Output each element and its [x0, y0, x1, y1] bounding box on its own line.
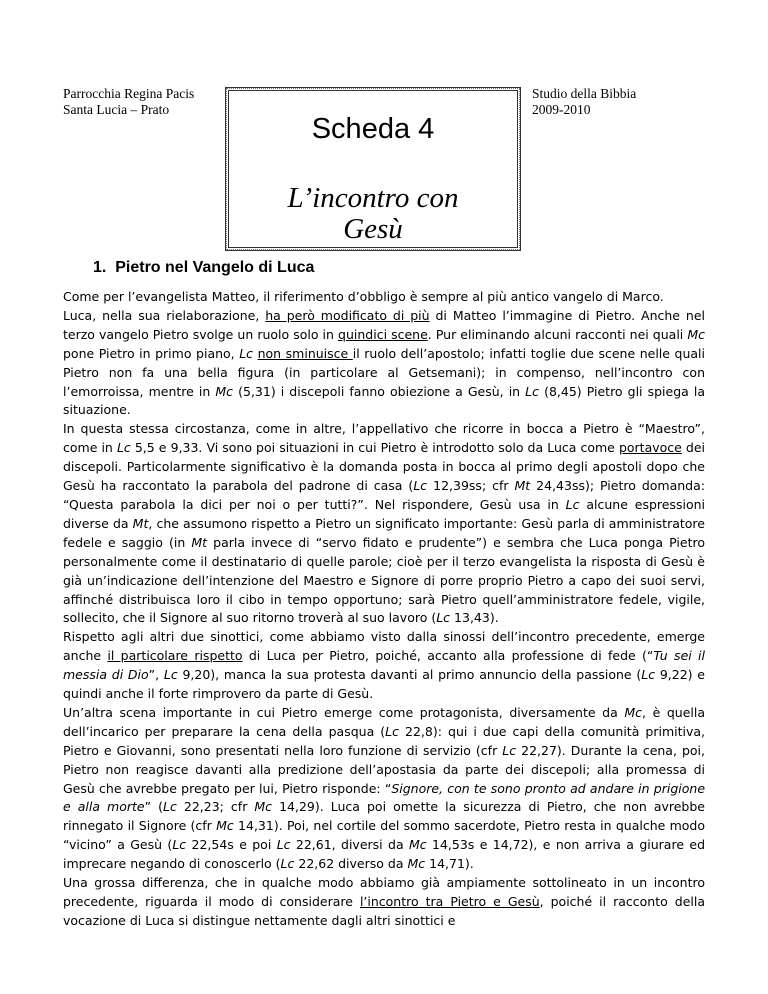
paragraph-5: Un’altra scena importante in cui Pietro emerge come protagonista, diversamente da Mc, è quella dell’incarico per preparare la cena della pasqua (Lc 22,8): qui i due capi della comunità primitiva, Pietro e Giovanni, sono presentati nella loro funzione di servizio (cfr Lc 22,27). Durante la cena, poi, Pietro non reagisce davanti alla predizione dell’apostasia da parte dei discepoli; alla promessa di Gesù che avrebbe pregato per lui, Pietro risponde: “Signore, con te sono pronto ad andare in prigione e alla morte” (Lc 22,23; cfr Mc 14,29). Luca poi omette la sicurezza di Pietro, che non avrebbe rinnegato il Signore (cfr Mc 14,31). Poi, nel cortile del sommo sacerdote, Pietro resta in qualche modo “vicino” a Gesù (Lc 22,54s e poi Lc 22,61, diversi da Mc 14,53s e 14,72), e non arriva a giurare ed imprecare negando di conoscerlo (Lc 22,62 diverso da Mc 14,71). — [63, 704, 706, 872]
parish-location: Santa Lucia – Prato — [63, 102, 170, 117]
page-title — [229, 183, 517, 245]
section-title: Pietro nel Vangelo di Luca — [115, 259, 315, 276]
header-course — [532, 86, 636, 118]
paragraph-1: Come per l’evangelista Matteo, il riferimento d’obbligo è sempre al più antico vangelo di Marco. — [63, 289, 664, 304]
title-box — [225, 87, 521, 251]
paragraph-4: Rispetto agli altri due sinottici, come abbiamo visto dalla sinossi dell’incontro precedente, emerge anche il particolare rispetto di Luca per Pietro, poiché, accanto alla professione di fede (“Tu sei il messia di Dio”, Lc 9,20), manca la sua protesta davanti al primo annuncio della passione (Lc 9,22) e quindi anche il forte rimprovero da parte di Gesù. — [63, 629, 705, 702]
page-title-line1: L’incontro con — [287, 182, 459, 214]
course-year: 2009-2010 — [532, 102, 591, 117]
scheda-label: Scheda 4 — [311, 113, 435, 145]
section-heading — [93, 259, 314, 277]
section-number: 1. — [93, 259, 107, 276]
body-text — [63, 288, 705, 931]
paragraph-2: Luca, nella sua rielaborazione, ha però modificato di più di Matteo l’immagine di Pietro. Anche nel terzo vangelo Pietro svolge un ruolo solo in quindici scene. Pur eliminando alcuni racconti nei quali Mc pone Pietro in primo piano, Lc non sminuisce il ruolo dell’apostolo; infatti toglie due scene nelle quali Pietro non fa una bella figura (in particolare al Getsemani); in compenso, nell’incontro con l’emorroissa, mentre in Mc (5,31) i discepoli fanno obiezione a Gesù, in Lc (8,45) Pietro gli spiega la situazione. — [63, 307, 705, 418]
course-name: Studio della Bibbia — [532, 86, 637, 101]
parish-name: Parrocchia Regina Pacis — [63, 86, 195, 101]
paragraph-3: In questa stessa circostanza, come in altre, l’appellativo che ricorre in bocca a Pietro è “Maestro”, come in Lc 5,5 e 9,33. Vi sono poi situazioni in cui Pietro è introdotto solo da Luca come portavoce dei discepoli. Particolarmente significativo è la domanda posta in bocca al primo degli apostoli dopo che Gesù ha raccontato la parabola del padrone di casa (Lc 12,39ss; cfr Mt 24,43ss); Pietro domanda: “Questa parabola la dici per noi o per tutti?”. Nel rispondere, Gesù usa in Lc alcune espressioni diverse da Mt, che assumono rispetto a Pietro un significato importante: Gesù parla di amministratore fedele e saggio (in Mt parla invece di “servo fidato e prudente”) e sembra che Luca ponga Pietro personalmente come il destinatario di quelle parole; cioè per il terzo evangelista la risposta di Gesù è già un’indicazione dell’intenzione del Maestro e Signore di porre proprio Pietro a capo dei suoi servi, affinché distribuisca loro il cibo in tempo opportuno; sarà Pietro quell’amministratore fedele, vigile, sollecito, che il Signore al suo ritorno troverà al suo lavoro (Lc 13,43). — [63, 421, 706, 626]
paragraph-6: Una grossa differenza, che in qualche modo abbiamo già ampiamente sottolineato in un incontro precedente, riguarda il modo di considerare l’incontro tra Pietro e Gesù, poiché il racconto della vocazione di Luca si distingue nettamente dagli altri sinottici e — [63, 875, 705, 928]
header-parish — [63, 86, 194, 118]
page-title-line2: Gesù — [343, 213, 403, 245]
